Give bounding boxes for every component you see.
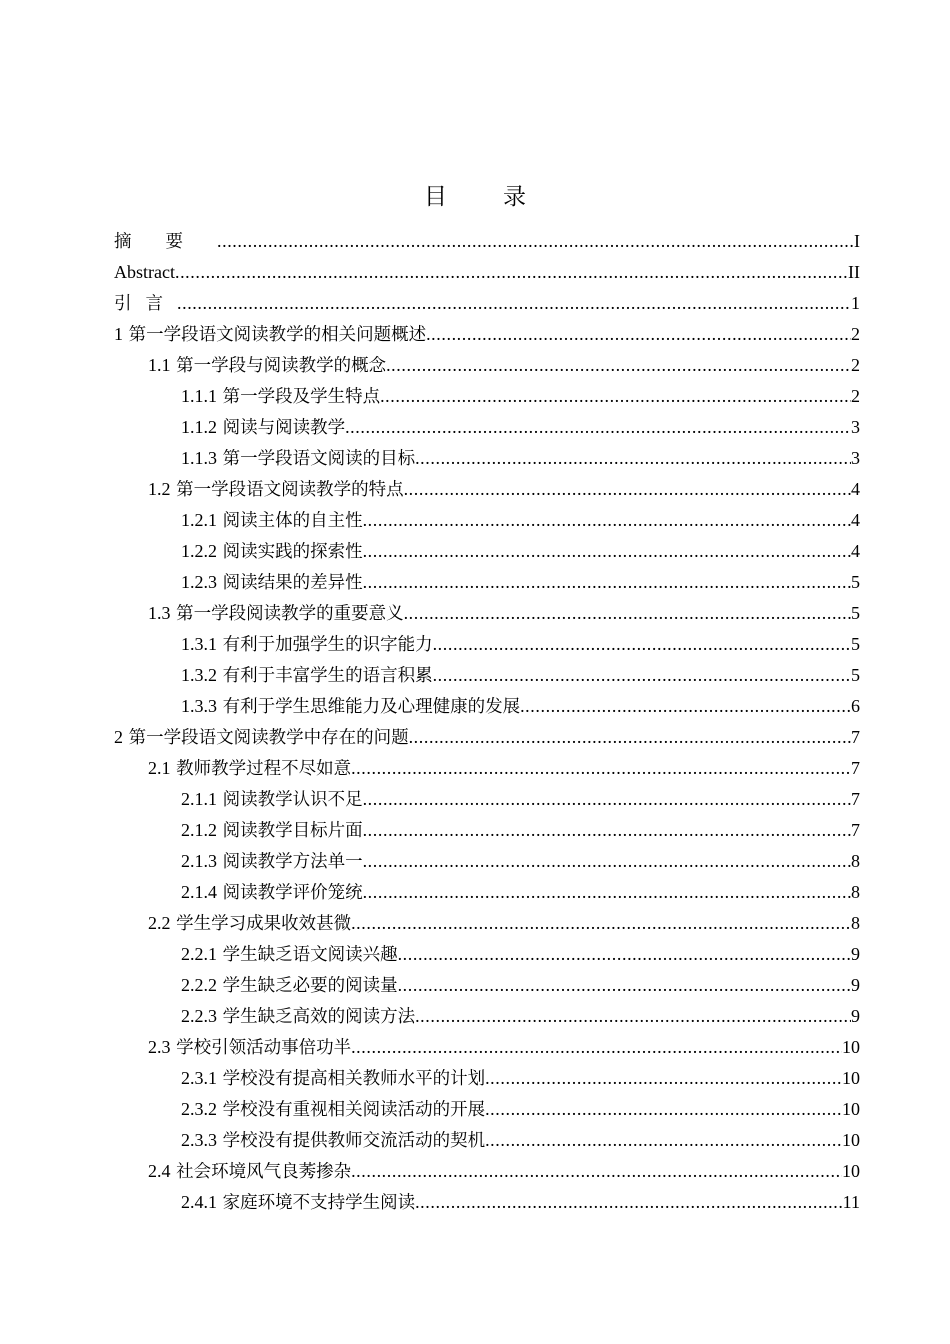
toc-entry-text: 学校没有重视相关阅读活动的开展 <box>222 1100 486 1120</box>
toc-entry-text: 引言 <box>114 294 177 314</box>
toc-entry-number: 2.2.2 <box>181 975 217 995</box>
toc-dot-leader <box>520 691 851 722</box>
toc-dot-leader <box>485 1094 842 1125</box>
toc-entry-label <box>181 877 363 909</box>
toc-dot-leader <box>409 722 851 753</box>
toc-entry-number: 2.4 <box>148 1161 171 1181</box>
toc-entry-number: 1.1.3 <box>181 448 217 468</box>
toc-entry[interactable] <box>114 474 860 505</box>
toc-page-number: 9 <box>851 1006 860 1026</box>
toc-title-char-2: 录 <box>503 184 526 210</box>
toc-entry-label <box>148 350 386 382</box>
toc-dot-leader <box>363 505 851 536</box>
toc-page-number: 4 <box>851 541 860 561</box>
toc-entry[interactable] <box>114 1187 860 1218</box>
toc-entry[interactable] <box>114 722 860 753</box>
toc-entry[interactable] <box>114 226 860 257</box>
toc-entry-label <box>181 846 363 878</box>
toc-page-number: 2 <box>851 355 860 375</box>
toc-page-number: 8 <box>851 851 860 871</box>
toc-entry-text: 第一学段语文阅读教学中存在的问题 <box>128 728 409 748</box>
toc-dot-leader <box>217 226 854 257</box>
toc-page-number: 7 <box>851 758 860 778</box>
toc-entry-label <box>181 567 363 599</box>
toc-dot-leader <box>363 784 851 815</box>
toc-entry-label <box>148 1032 351 1064</box>
toc-entry-number: 2.3.3 <box>181 1130 217 1150</box>
toc-entry-number: 1.1.2 <box>181 417 217 437</box>
toc-entry[interactable] <box>114 877 860 908</box>
toc-dot-leader <box>380 381 851 412</box>
toc-entry-text: 家庭环境不支持学生阅读 <box>222 1193 416 1213</box>
toc-entry[interactable] <box>114 908 860 939</box>
toc-entry-text: 有利于学生思维能力及心理健康的发展 <box>222 697 521 717</box>
toc-entry[interactable] <box>114 629 860 660</box>
toc-page-number: 7 <box>851 820 860 840</box>
toc-entry-number: 2.2 <box>148 913 171 933</box>
toc-entry-label <box>181 660 433 692</box>
toc-entry-number: 1 <box>114 324 123 344</box>
toc-dot-leader <box>345 412 851 443</box>
toc-entry-number: 2.3.1 <box>181 1068 217 1088</box>
toc-dot-leader <box>415 1187 843 1218</box>
toc-entry[interactable] <box>114 319 860 350</box>
toc-entry-label <box>181 1001 415 1033</box>
toc-page-number: 5 <box>851 603 860 623</box>
toc-entry-number: 1.3.2 <box>181 665 217 685</box>
toc-dot-leader <box>386 350 851 381</box>
toc-entry-text: 第一学段与阅读教学的概念 <box>176 356 387 376</box>
toc-entry-label <box>181 505 363 537</box>
toc-entry-number: 1.3 <box>148 603 171 623</box>
toc-page-number: 10 <box>842 1161 860 1181</box>
toc-entry-number: 2.1 <box>148 758 171 778</box>
toc-entry-label <box>181 691 520 723</box>
toc-entry-label <box>181 970 398 1002</box>
toc-entry[interactable] <box>114 846 860 877</box>
toc-entry-number: 2.1.3 <box>181 851 217 871</box>
toc-dot-leader <box>175 257 848 288</box>
toc-entry[interactable] <box>114 567 860 598</box>
toc-dot-leader <box>398 970 851 1001</box>
toc-entry[interactable] <box>114 970 860 1001</box>
toc-entry[interactable] <box>114 1001 860 1032</box>
toc-entry-text: 有利于丰富学生的语言积累 <box>222 666 433 686</box>
toc-entry[interactable] <box>114 1156 860 1187</box>
toc-entry-label <box>181 629 433 661</box>
toc-entry[interactable] <box>114 505 860 536</box>
toc-entry-number: 1.2.2 <box>181 541 217 561</box>
toc-entry-text: 学生缺乏高效的阅读方法 <box>222 1007 416 1027</box>
toc-entry-text: 阅读教学方法单一 <box>222 852 363 872</box>
toc-entry-label <box>114 722 409 754</box>
toc-entry-label <box>181 412 345 444</box>
toc-dot-leader <box>415 443 851 474</box>
toc-dot-leader <box>363 815 851 846</box>
toc-entry-label <box>181 1187 415 1219</box>
toc-entry-number: 1.2.3 <box>181 572 217 592</box>
toc-page-number: 2 <box>851 324 860 344</box>
toc-entry-text: 第一学段语文阅读教学的相关问题概述 <box>128 325 427 345</box>
toc-entry-label <box>148 753 351 785</box>
toc-entry[interactable] <box>114 1063 860 1094</box>
toc-page-number: 2 <box>851 386 860 406</box>
toc-dot-leader <box>485 1063 842 1094</box>
toc-entry-number: 1.3.1 <box>181 634 217 654</box>
toc-entry-text: 有利于加强学生的识字能力 <box>222 635 433 655</box>
toc-entry-number: 1.1 <box>148 355 171 375</box>
toc-page-number: 4 <box>851 510 860 530</box>
toc-page-number: 5 <box>851 634 860 654</box>
toc-entry[interactable] <box>114 350 860 381</box>
toc-entry-number: 2.3.2 <box>181 1099 217 1119</box>
toc-page-number: 10 <box>842 1130 860 1150</box>
toc-entry[interactable] <box>114 1125 860 1156</box>
toc-entry-number: 2.2.1 <box>181 944 217 964</box>
toc-entry-number: 2.1.1 <box>181 789 217 809</box>
toc-entry-number: 1.2.1 <box>181 510 217 530</box>
toc-entry-label <box>181 1125 485 1157</box>
toc-page-number: 1 <box>851 293 860 313</box>
toc-dot-leader <box>404 598 851 629</box>
toc-entry-text: 阅读教学目标片面 <box>222 821 363 841</box>
toc-entry-number: 2.1.4 <box>181 882 217 902</box>
toc-entry-text: 阅读教学认识不足 <box>222 790 363 810</box>
toc-page-number: 5 <box>851 572 860 592</box>
toc-entry[interactable] <box>114 1094 860 1125</box>
toc-entry-text: 摘要 <box>114 232 217 252</box>
toc-dot-leader <box>426 319 851 350</box>
toc-entry-label <box>181 536 363 568</box>
toc-entry-label <box>181 815 363 847</box>
toc-page-number: II <box>848 262 860 282</box>
toc-dot-leader <box>433 629 851 660</box>
toc-entry[interactable] <box>114 660 860 691</box>
toc-entry-text: Abstract <box>114 262 175 282</box>
toc-entry-label <box>114 227 217 258</box>
toc-entry-label <box>148 1156 351 1188</box>
toc-dot-leader <box>404 474 851 505</box>
toc-entry-number: 1.2 <box>148 479 171 499</box>
toc-page-number: 3 <box>851 417 860 437</box>
toc-entry-number: 2 <box>114 727 123 747</box>
toc-dot-leader <box>433 660 851 691</box>
table-of-contents <box>114 226 860 1218</box>
toc-entry-text: 阅读主体的自主性 <box>222 511 363 531</box>
toc-entry-number: 2.2.3 <box>181 1006 217 1026</box>
toc-entry[interactable] <box>114 381 860 412</box>
toc-entry[interactable] <box>114 288 860 319</box>
toc-entry-number: 2.4.1 <box>181 1192 217 1212</box>
toc-dot-leader <box>485 1125 842 1156</box>
toc-page-number: 8 <box>851 913 860 933</box>
toc-entry-text: 第一学段语文阅读的目标 <box>222 449 416 469</box>
toc-dot-leader <box>351 908 851 939</box>
toc-entry-text: 学校没有提高相关教师水平的计划 <box>222 1069 486 1089</box>
toc-entry-text: 学生缺乏必要的阅读量 <box>222 976 398 996</box>
toc-entry-number: 1.3.3 <box>181 696 217 716</box>
toc-entry-text: 教师教学过程不尽如意 <box>176 759 352 779</box>
toc-entry[interactable] <box>114 1032 860 1063</box>
toc-page-number: 4 <box>851 479 860 499</box>
toc-entry-text: 阅读与阅读教学 <box>222 418 346 438</box>
toc-page-number: 10 <box>842 1068 860 1088</box>
toc-dot-leader <box>398 939 851 970</box>
toc-entry-number: 2.3 <box>148 1037 171 1057</box>
toc-page-number: 11 <box>842 1192 860 1212</box>
toc-entry[interactable] <box>114 815 860 846</box>
toc-entry-text: 学生缺乏语文阅读兴趣 <box>222 945 398 965</box>
toc-entry[interactable] <box>114 443 860 474</box>
toc-entry-text: 阅读教学评价笼统 <box>222 883 363 903</box>
toc-entry-label <box>114 289 177 320</box>
toc-entry[interactable] <box>114 257 860 288</box>
toc-page-number: 10 <box>842 1099 860 1119</box>
toc-entry-label <box>148 598 404 630</box>
toc-entry-label <box>181 381 380 413</box>
toc-page-number: 7 <box>851 789 860 809</box>
toc-dot-leader <box>351 753 851 784</box>
toc-page-number: I <box>854 231 860 251</box>
toc-dot-leader <box>363 536 851 567</box>
toc-dot-leader <box>177 288 851 319</box>
toc-entry-number: 1.1.1 <box>181 386 217 406</box>
toc-entry[interactable] <box>114 753 860 784</box>
toc-entry-label <box>181 1063 485 1095</box>
toc-entry-label <box>114 257 175 288</box>
toc-page-number: 9 <box>851 975 860 995</box>
toc-entry-text: 学生学习成果收效甚微 <box>176 914 352 934</box>
toc-title <box>0 178 950 211</box>
toc-entry-label <box>181 784 363 816</box>
toc-entry-text: 阅读实践的探索性 <box>222 542 363 562</box>
toc-entry-text: 学校没有提供教师交流活动的契机 <box>222 1131 486 1151</box>
toc-page-number: 6 <box>851 696 860 716</box>
toc-entry-text: 第一学段及学生特点 <box>222 387 381 407</box>
toc-page-number: 7 <box>851 727 860 747</box>
toc-entry-label <box>181 1094 485 1126</box>
toc-entry-label <box>114 319 426 351</box>
toc-page-number: 8 <box>851 882 860 902</box>
toc-dot-leader <box>415 1001 851 1032</box>
toc-page-number: 3 <box>851 448 860 468</box>
toc-dot-leader <box>351 1032 842 1063</box>
toc-entry[interactable] <box>114 536 860 567</box>
toc-entry-number: 2.1.2 <box>181 820 217 840</box>
toc-page-number: 9 <box>851 944 860 964</box>
toc-entry-label <box>148 908 351 940</box>
toc-dot-leader <box>351 1156 842 1187</box>
toc-entry-text: 第一学段语文阅读教学的特点 <box>176 480 404 500</box>
toc-entry-text: 第一学段阅读教学的重要意义 <box>176 604 404 624</box>
toc-dot-leader <box>363 567 851 598</box>
toc-entry[interactable] <box>114 939 860 970</box>
toc-page-number: 10 <box>842 1037 860 1057</box>
toc-title-char-1: 目 <box>424 184 447 210</box>
toc-entry[interactable] <box>114 412 860 443</box>
toc-entry-text: 阅读结果的差异性 <box>222 573 363 593</box>
toc-entry-text: 社会环境风气良莠掺杂 <box>176 1162 352 1182</box>
toc-entry-text: 学校引领活动事倍功半 <box>176 1038 352 1058</box>
toc-entry-label <box>181 939 398 971</box>
toc-dot-leader <box>363 846 851 877</box>
toc-entry[interactable] <box>114 691 860 722</box>
toc-page-number: 5 <box>851 665 860 685</box>
toc-dot-leader <box>363 877 851 908</box>
toc-entry[interactable] <box>114 598 860 629</box>
toc-entry-label <box>181 443 415 475</box>
toc-entry[interactable] <box>114 784 860 815</box>
toc-entry-label <box>148 474 404 506</box>
